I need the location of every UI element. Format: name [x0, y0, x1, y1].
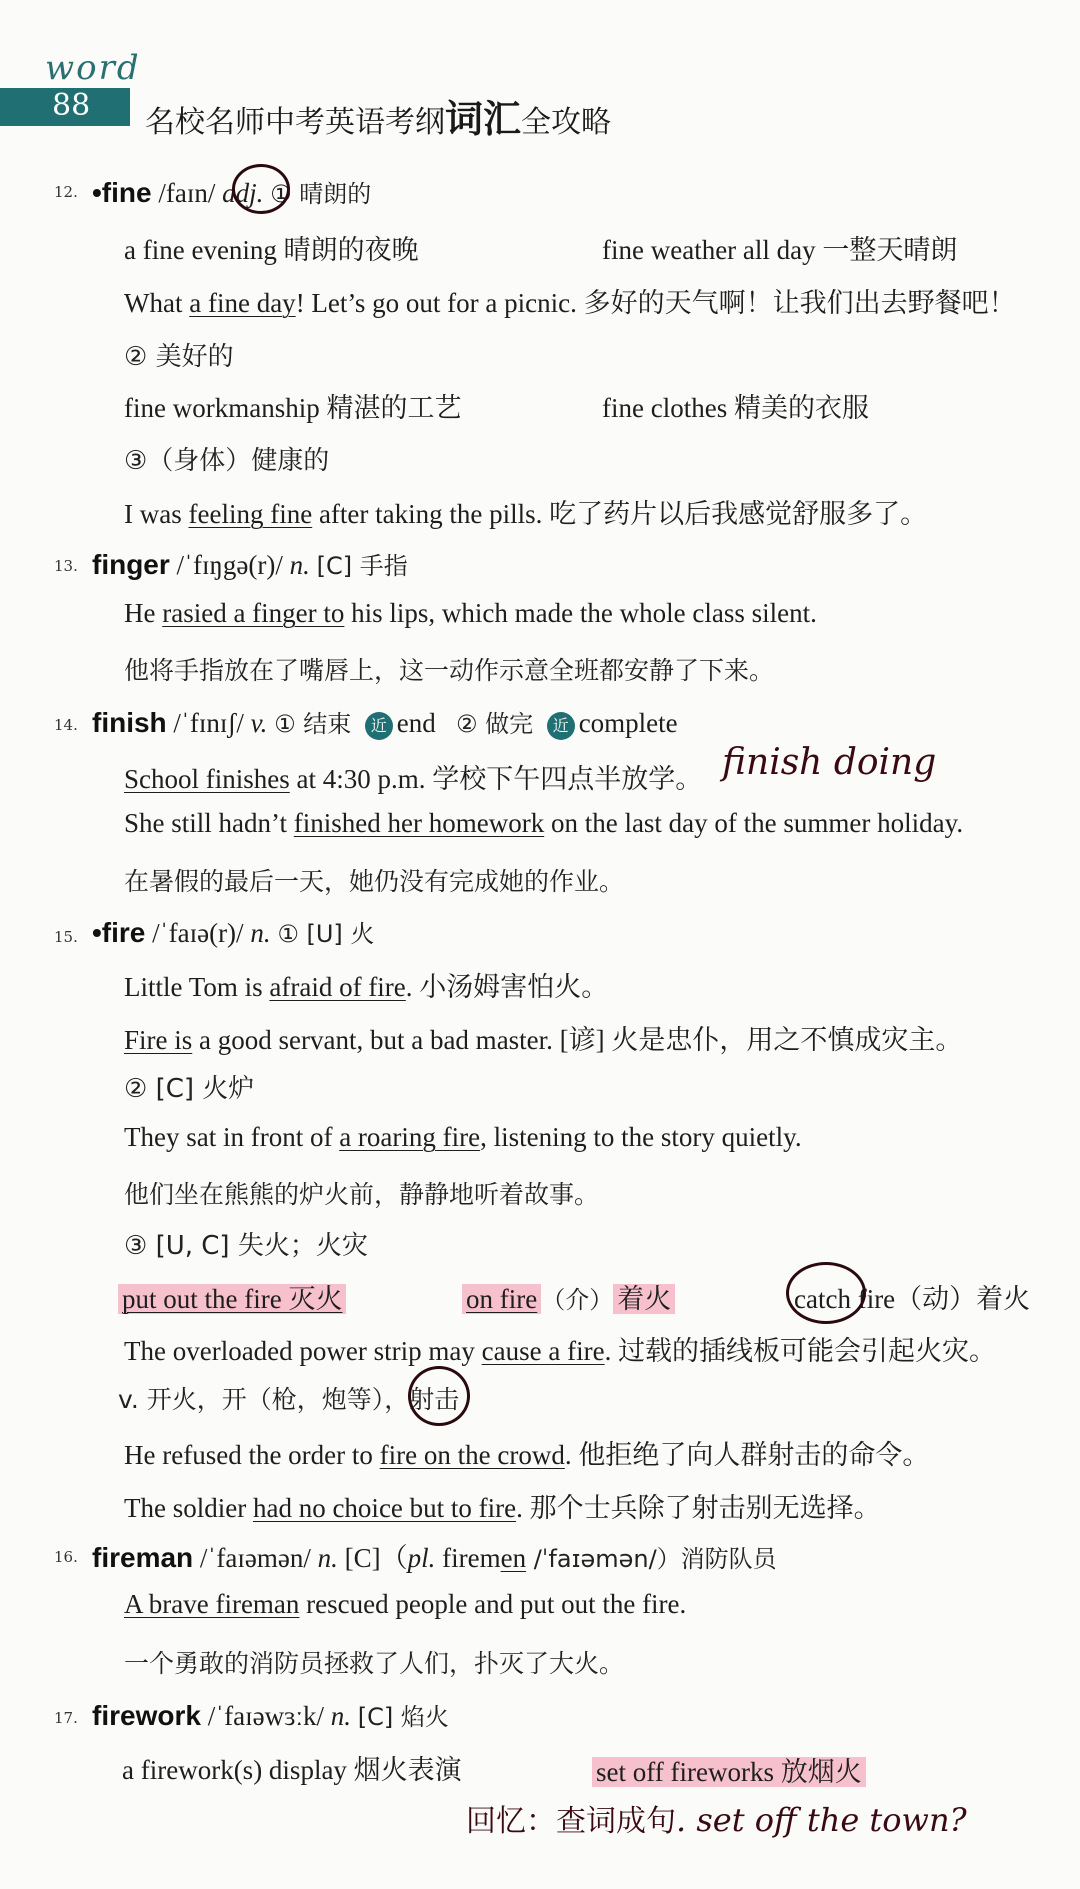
collocation: put out the fire 灭火: [118, 1277, 346, 1316]
example: fine workmanship 精湛的工艺: [124, 393, 462, 423]
synonym: end: [396, 708, 436, 738]
entry-head-firework: [92, 1697, 449, 1732]
sense: ① [U] 火: [277, 920, 375, 948]
pronunciation: /ˈfɪnɪʃ/: [173, 708, 244, 738]
example: a fine evening 晴朗的夜晚: [124, 235, 419, 265]
entry-number: 13.: [54, 557, 78, 575]
collocation: catch fire（动）着火: [794, 1284, 1031, 1314]
synonym-badge-icon: 近: [547, 712, 575, 740]
example: She still hadn’t finished her homework on the last day of the summer holiday.: [124, 808, 964, 838]
part-of-speech: n.: [250, 918, 271, 948]
book-title: 名校名师中考英语考纲词汇全攻略: [145, 97, 612, 141]
sense: ② [C] 火炉: [124, 1074, 255, 1104]
pronunciation: /ˈfaɪəwɜːk/: [207, 1701, 324, 1731]
entry-number: 12.: [54, 183, 78, 201]
entry-number: 17.: [54, 1709, 78, 1727]
example: A brave fireman rescued people and put out the fire.: [124, 1589, 687, 1619]
example: School finishes at 4:30 p.m. 学校下午四点半放学。: [124, 764, 703, 794]
pronunciation: /ˈfaɪəmən/: [199, 1543, 311, 1573]
example-translation: 一个勇敢的消防员拯救了人们，扑灭了大火。: [124, 1649, 625, 1678]
entry-head-finish: [92, 704, 678, 740]
sense: ① 结束: [274, 710, 352, 738]
example-translation: 他将手指放在了嘴唇上，这一动作示意全班都安静了下来。: [124, 656, 775, 685]
example: fine weather all day 一整天晴朗: [602, 235, 958, 265]
collocation: on fire （介） 着火: [462, 1277, 675, 1316]
headword: •fine: [92, 177, 152, 208]
pronunciation: /faɪn/: [158, 178, 216, 208]
entry-head-fire: [92, 914, 374, 949]
hand-drawn-circle: [232, 164, 290, 214]
entry-head-finger: [92, 546, 408, 581]
example: Fire is a good servant, but a bad master. [谚] 火是忠仆，用之不慎成灾主。: [124, 1025, 963, 1055]
part-of-speech: n.: [330, 1701, 351, 1731]
pronunciation: /ˈfaɪə(r)/: [152, 918, 244, 948]
page-number: 88: [52, 88, 91, 123]
example: I was feeling fine after taking the pills. 吃了药片以后我感觉舒服多了。: [124, 499, 928, 529]
verb-sense: v. 开火，开（枪，炮等），射击: [118, 1385, 460, 1414]
example: The overloaded power strip may cause a fire. 过载的插线板可能会引起火灾。: [124, 1336, 997, 1366]
collocation: set off fireworks 放烟火: [592, 1750, 866, 1789]
sense: ② 做完: [456, 710, 534, 738]
handwritten-note: 回忆：查词成句. set off the town?: [466, 1801, 967, 1839]
example-translation: 他们坐在熊熊的炉火前，静静地听着故事。: [124, 1180, 600, 1209]
synonym-badge-icon: 近: [365, 712, 393, 740]
handwritten-note: finish doing: [722, 742, 937, 783]
entry-number: 16.: [54, 1548, 78, 1566]
entry-number: 15.: [54, 928, 78, 946]
example: He refused the order to fire on the crowd. 他拒绝了向人群射击的命令。: [124, 1440, 930, 1470]
entry-number: 14.: [54, 716, 78, 734]
part-of-speech: v.: [250, 708, 268, 738]
sense: ③（身体）健康的: [124, 446, 330, 476]
sense: ③ [U, C] 失火；火灾: [124, 1231, 368, 1261]
headword: fireman: [92, 1542, 194, 1573]
synonym: complete: [578, 708, 678, 738]
hand-drawn-circle: [786, 1262, 866, 1324]
part-of-speech: adj.: [222, 178, 264, 208]
pronunciation: /ˈfɪŋgə(r)/: [176, 550, 283, 580]
example: fine clothes 精美的衣服: [602, 393, 869, 423]
entry-head-fireman: fireman /ˈfaɪəmən/ n. [C]（pl. firemen /ˈfaɪəmən/）消防队员: [92, 1542, 777, 1573]
hand-drawn-circle: [408, 1366, 470, 1426]
example: a firework(s) display 烟火表演: [122, 1755, 462, 1785]
part-of-speech: n.: [317, 1543, 338, 1573]
part-of-speech: n.: [289, 550, 310, 580]
example: He rasied a finger to his lips, which made the whole class silent.: [124, 598, 817, 628]
example: The soldier had no choice but to fire. 那个士兵除了射击别无选择。: [124, 1493, 881, 1523]
example: They sat in front of a roaring fire, listening to the story quietly.: [124, 1122, 802, 1152]
sense: ① 晴朗的: [270, 180, 372, 208]
definition: [C] 焰火: [357, 1703, 449, 1731]
example: Little Tom is afraid of fire. 小汤姆害怕火。: [124, 972, 609, 1002]
headword: firework: [92, 1700, 201, 1731]
definition: [C] 手指: [316, 552, 408, 580]
headword: finger: [92, 549, 170, 580]
headword: finish: [92, 707, 167, 738]
headword: •fire: [92, 917, 146, 948]
sense: ② 美好的: [124, 342, 234, 372]
example-translation: 在暑假的最后一天，她仍没有完成她的作业。: [124, 867, 625, 896]
word-logo: word: [45, 48, 141, 88]
example: What a fine day! Let’s go out for a picnic. 多好的天气啊！让我们出去野餐吧！: [124, 288, 1016, 318]
